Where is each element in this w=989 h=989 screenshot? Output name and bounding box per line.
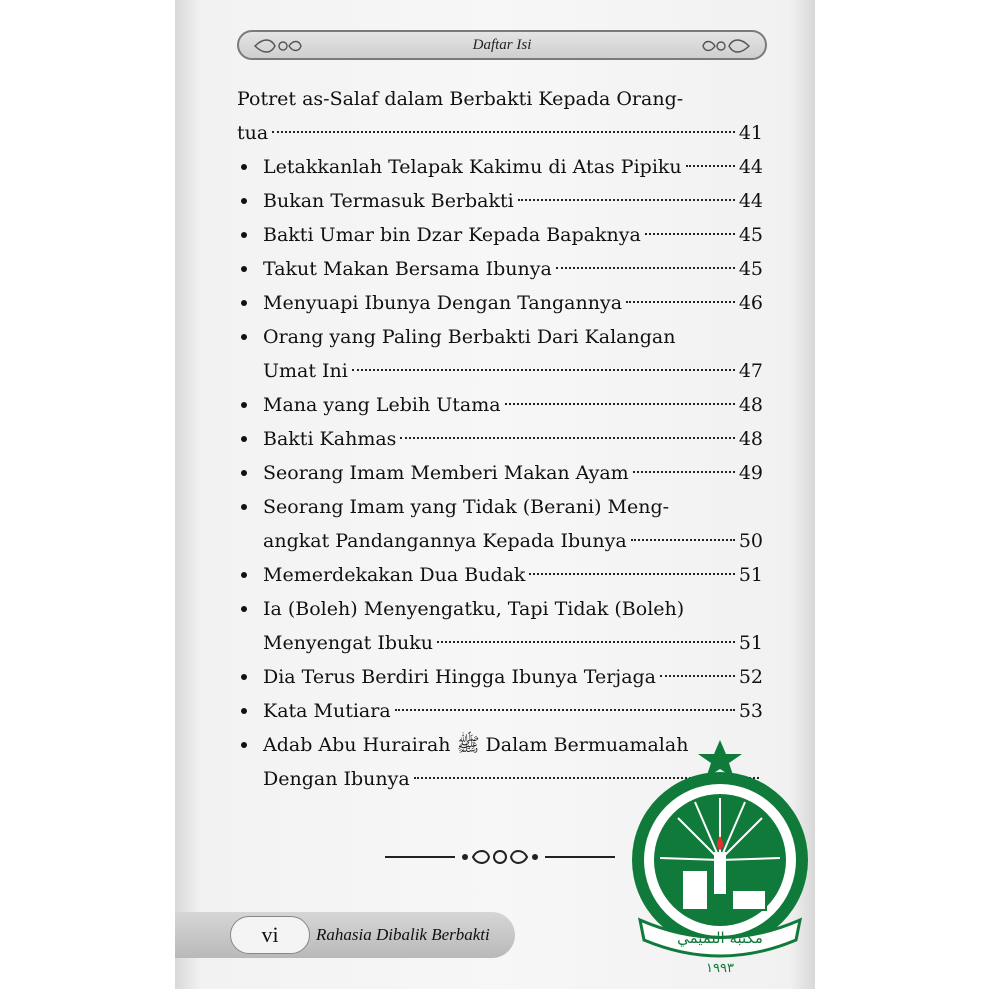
toc-entry [237,286,763,320]
toc-page-number: 51 [738,632,763,654]
page-number: vi [261,922,279,947]
library-stamp-logo [620,740,820,980]
toc-title: Adab Abu Hurairah ﷺ Dalam Bermuamalah [263,734,689,756]
toc-line [237,592,763,626]
dot-leader [686,165,735,167]
toc-page-number: 47 [738,360,763,382]
page-title: Daftar Isi [472,37,532,53]
divider-ornament-icon [385,845,615,869]
toc-entry [237,218,763,252]
toc-title: Memerdekakan Dua Budak [263,564,526,586]
toc-title: Ia (Boleh) Menyengatku, Tapi Tidak (Boleh) [263,598,685,620]
toc-title: Mana yang Lebih Utama [263,394,501,416]
toc-page-number: 46 [738,292,763,314]
toc-title: Takut Makan Bersama Ibunya [263,258,552,280]
toc-entry [237,82,763,150]
toc-title: Menyengat Ibuku [263,632,433,654]
toc-entry [237,422,763,456]
toc-entry [237,150,763,184]
toc-line [237,456,763,490]
toc-line [237,558,763,592]
toc-page-number: 41 [738,122,763,144]
toc-page-number: 48 [738,394,763,416]
toc-title: Bakti Umar bin Dzar Kepada Bapaknya [263,224,641,246]
toc-entry [237,320,763,388]
toc-page-number: 44 [738,190,763,212]
toc-line [237,524,763,558]
toc-line [237,422,763,456]
toc-line [237,626,763,660]
dot-leader [400,437,734,439]
toc-page-number: 52 [738,666,763,688]
dot-leader [660,675,735,677]
toc-entry [237,694,763,728]
toc-title: Menyuapi Ibunya Dengan Tangannya [263,292,623,314]
toc-page-number: 45 [738,258,763,280]
toc-line [237,286,763,320]
toc-entry [237,660,763,694]
toc-page-number: 51 [738,564,763,586]
toc-title: Umat Ini [263,360,348,382]
toc-line [237,184,763,218]
toc-title: Orang yang Paling Berbakti Dari Kalangan [263,326,676,348]
toc-entry [237,388,763,422]
dot-leader [626,301,735,303]
toc-page-number: 49 [738,462,763,484]
toc-page-number: 50 [738,530,763,552]
toc-page-number: 48 [738,428,763,450]
dot-leader [518,199,735,201]
toc-title: Seorang Imam yang Tidak (Berani) Meng- [263,496,670,518]
toc-line [237,490,763,524]
toc-title: Dengan Ibunya [263,768,410,790]
toc-line [237,252,763,286]
toc-title: Bukan Termasuk Berbakti [263,190,514,212]
toc-entry [237,252,763,286]
dot-leader [505,403,735,405]
dot-leader [645,233,735,235]
toc-entry [237,456,763,490]
stamp-arabic-text: مكتبة التميمي [677,929,763,947]
toc-title: Seorang Imam Memberi Makan Ayam [263,462,629,484]
toc-line [237,116,763,150]
toc-line [237,354,763,388]
toc-title: Dia Terus Berdiri Hingga Ibunya Terjaga [263,666,657,688]
dot-leader [437,641,735,643]
dot-leader [352,369,735,371]
toc-page-number: 44 [738,156,763,178]
dot-leader [395,709,735,711]
toc-entry [237,184,763,218]
dot-leader [631,539,735,541]
stamp-year: ١٩٩٣ [706,961,734,976]
toc-title: tua [237,122,269,144]
toc-title: Kata Mutiara [263,700,391,722]
toc-page-number: 53 [738,700,763,722]
toc-title: Letakkanlah Telapak Kakimu di Atas Pipiku [263,156,682,178]
toc-title: Potret as-Salaf dalam Berbakti Kepada Orang- [237,88,684,110]
toc-line [237,660,763,694]
toc-line [237,82,763,116]
toc-entry [237,592,763,660]
toc-line [237,388,763,422]
toc-entry [237,558,763,592]
dot-leader [556,267,735,269]
dot-leader [272,131,735,133]
book-title: Rahasia Dibalik Berbakti [316,925,490,944]
right-ornament-icon [701,36,751,56]
dot-leader [633,471,735,473]
toc-line [237,218,763,252]
toc-line [237,150,763,184]
toc-page-number: 45 [738,224,763,246]
toc-title: Bakti Kahmas [263,428,397,450]
dot-leader [529,573,734,575]
toc-title: angkat Pandangannya Kepada Ibunya [263,530,627,552]
toc-line [237,320,763,354]
toc-line [237,694,763,728]
toc-entry [237,490,763,558]
table-of-contents [237,82,763,796]
page-header [237,30,767,60]
